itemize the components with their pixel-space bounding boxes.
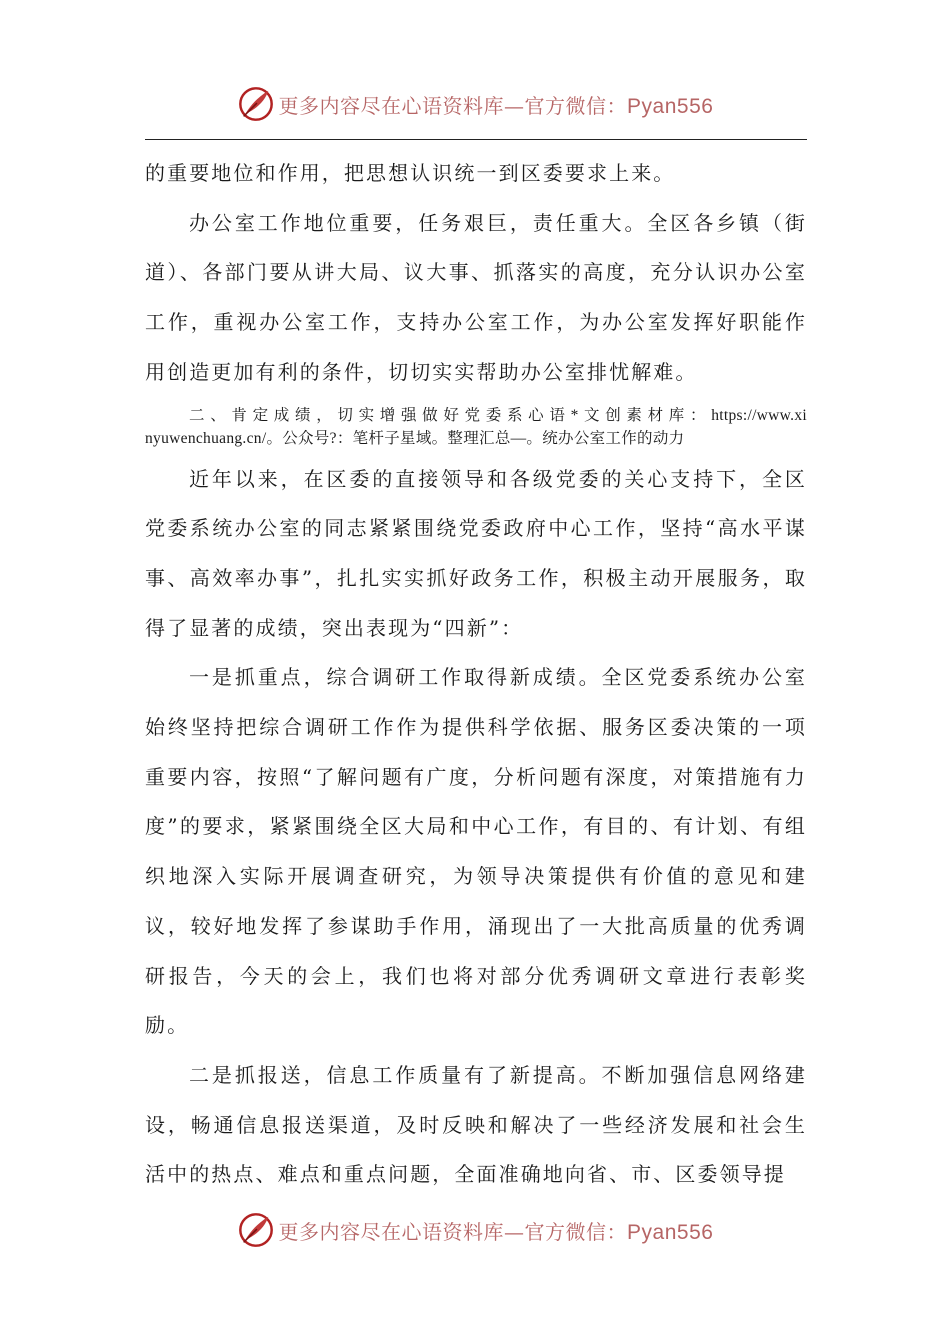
wechat-id: Pyan556	[627, 94, 714, 118]
quill-pen-icon	[237, 1211, 275, 1249]
banner-text: 更多内容尽在心语资料库—官方微信：Pyan556	[278, 93, 714, 118]
paragraph-3: 近年以来，在区委的直接领导和各级党委的关心支持下，全区党委系统办公室的同志紧紧围绕党委政府中心工作，坚持“高水平谋事、高效率办事”，扎扎实实抓好政务工作，积极主动开展服务，取得了显著的成绩，突出表现为“四新”：	[145, 466, 807, 640]
header-banner	[0, 82, 950, 126]
document-body	[145, 149, 807, 1200]
section-heading-2: 二、肯定成绩，切实增强做好党委系心语*文创素材库：https://www.xinyuwenchuang.cn/。公众号?：笔杆子星域。整理汇总—。统办公室工作的动力	[145, 406, 807, 447]
paragraph-4: 一是抓重点，综合调研工作取得新成绩。全区党委系统办公室始终坚持把综合调研工作作为提供科学依据、服务区委决策的一项重要内容，按照“了解问题有广度，分析问题有深度，对策措施有力度”的要求，紧紧围绕全区大局和中心工作，有目的、有计划、有组织地深入实际开展调查研究，为领导决策提供有价值的意见和建议，较好地发挥了参谋助手作用，涌现出了一大批高质量的优秀调研报告，今天的会上，我们也将对部分优秀调研文章进行表彰奖励。	[145, 665, 807, 1038]
header-divider	[145, 139, 807, 140]
banner-text: 更多内容尽在心语资料库—官方微信：Pyan556	[278, 1219, 714, 1244]
quill-pen-icon	[237, 85, 275, 123]
paragraph-5: 二是抓报送，信息工作质量有了新提高。不断加强信息网络建设，畅通信息报送渠道，及时反映和解决了一些经济发展和社会生活中的热点、难点和重点问题，全面准确地向省、市、区委领导提	[145, 1062, 807, 1187]
footer-banner	[0, 1208, 950, 1252]
paragraph-2: 办公室工作地位重要，任务艰巨，责任重大。全区各乡镇（街道）、各部门要从讲大局、议大事、抓落实的高度，充分认识办公室工作，重视办公室工作，支持办公室工作，为办公室发挥好职能作用创造更加有利的条件，切切实实帮助办公室排忧解难。	[145, 210, 807, 384]
paragraph-1: 的重要地位和作用，把思想认识统一到区委要求上来。	[145, 161, 676, 185]
wechat-id: Pyan556	[627, 1220, 714, 1244]
